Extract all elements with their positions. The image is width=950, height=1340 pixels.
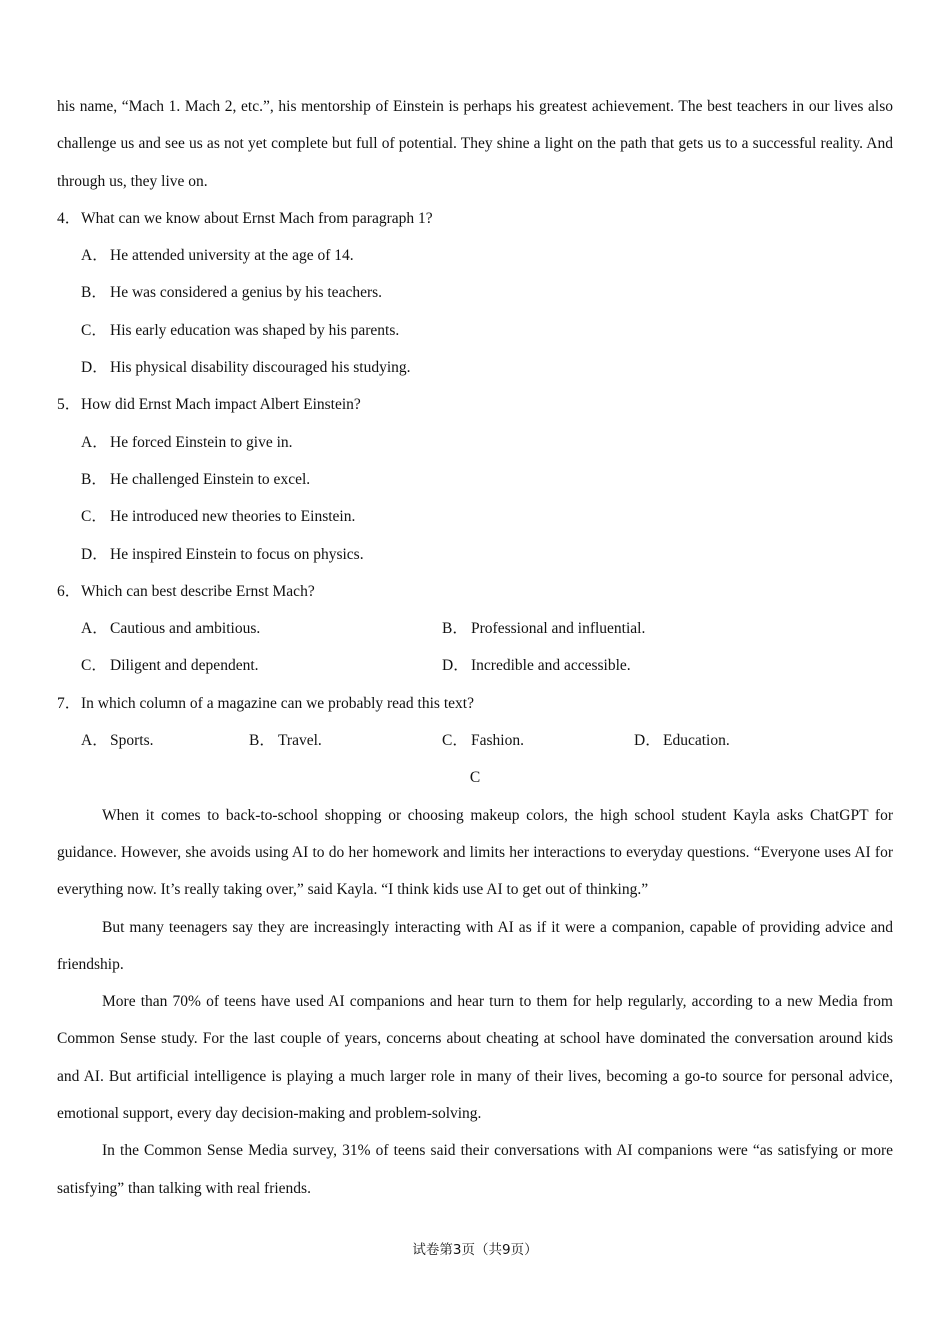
question-number: 6． (57, 582, 81, 600)
question-text: Which can best describe Ernst Mach? (81, 582, 315, 600)
option-d[interactable] (57, 349, 893, 386)
section-c (57, 759, 893, 1207)
option-text: Sports. (110, 732, 154, 750)
section-c-title: C (469, 769, 481, 787)
option-letter: D． (442, 657, 469, 675)
question-number: 5． (57, 396, 81, 414)
option-b[interactable] (57, 461, 893, 498)
option-text: Incredible and accessible. (471, 657, 631, 675)
option-text: He inspired Einstein to focus on physics. (110, 545, 364, 563)
option-text: Education. (663, 732, 730, 750)
question-6 (57, 573, 893, 685)
question-number: 7． (57, 694, 81, 712)
option-d[interactable] (634, 722, 730, 759)
option-text: He forced Einstein to give in. (110, 433, 293, 451)
option-letter: C． (81, 508, 107, 526)
option-letter: A． (81, 620, 108, 638)
option-letter: C． (442, 732, 468, 750)
option-a[interactable] (81, 722, 154, 759)
option-text: Diligent and dependent. (110, 657, 259, 675)
question-7-stem (57, 685, 893, 722)
option-letter: B． (442, 620, 468, 638)
option-c[interactable] (442, 722, 524, 759)
question-text: How did Ernst Mach impact Albert Einstein? (81, 396, 361, 414)
option-letter: A． (81, 433, 108, 451)
question-number: 4． (57, 209, 81, 227)
question-6-stem (57, 573, 893, 610)
option-letter: B． (81, 284, 107, 302)
option-text: He challenged Einstein to excel. (110, 470, 311, 488)
section-c-paragraph-1: When it comes to back-to-school shopping or choosing makeup colors, the high school student Kayla asks ChatGPT for guidance. However, she avoids using AI to do her homework and limits her interactions to everyday questions. “Everyone uses AI for everything now. It’s really taking over,” said Kayla. “I think kids use AI to get out of thinking.” (57, 806, 893, 899)
exam-page (57, 88, 893, 1207)
question-4-options (57, 237, 893, 386)
option-text: His physical disability discouraged his studying. (110, 359, 411, 377)
question-4 (57, 200, 893, 386)
option-d[interactable] (57, 536, 893, 573)
option-text: Cautious and ambitious. (110, 620, 261, 638)
option-text: Professional and influential. (471, 620, 646, 638)
question-5-stem (57, 386, 893, 423)
question-7 (57, 685, 893, 760)
option-letter: D． (81, 359, 108, 377)
option-letter: A． (81, 247, 108, 265)
page-footer: 试卷第3页（共9页） (412, 1242, 538, 1258)
question-text: In which column of a magazine can we probably read this text? (81, 694, 474, 712)
question-text: What can we know about Ernst Mach from paragraph 1? (81, 209, 433, 227)
question-6-options-row-2 (57, 647, 893, 684)
question-4-stem (57, 200, 893, 237)
option-text: He was considered a genius by his teachers. (110, 284, 383, 302)
option-text: He introduced new theories to Einstein. (110, 508, 356, 526)
section-c-paragraph-3: More than 70% of teens have used AI companions and hear turn to them for help regularly, according to a new Media from Common Sense study. For the last couple of years, concerns about cheating at school have dominated the conversation around kids and AI. But artificial intelligence is playing a much larger role in many of their lives, becoming a go-to source for personal advice, emotional support, every day decision-making and problem-solving. (57, 993, 893, 1123)
option-letter: D． (634, 732, 661, 750)
section-c-paragraph-2: But many teenagers say they are increasingly interacting with AI as if it were a companion, capable of providing advice and friendship. (57, 918, 893, 973)
option-c[interactable] (57, 498, 893, 535)
option-c[interactable] (57, 312, 893, 349)
question-6-options-row-1 (57, 610, 893, 647)
option-d[interactable] (442, 647, 631, 684)
option-letter: C． (81, 321, 107, 339)
option-text: Fashion. (471, 732, 524, 750)
option-c[interactable] (81, 647, 259, 684)
section-c-paragraph-4: In the Common Sense Media survey, 31% of teens said their conversations with AI companions were “as satisfying or more satisfying” than talking with real friends. (57, 1142, 893, 1197)
option-letter: B． (249, 732, 275, 750)
option-b[interactable] (442, 610, 645, 647)
option-letter: B． (81, 470, 107, 488)
option-letter: A． (81, 732, 108, 750)
option-text: He attended university at the age of 14. (110, 247, 354, 265)
passage-b-closing-paragraph: his name, “Mach 1. Mach 2, etc.”, his mentorship of Einstein is perhaps his greatest achievement. The best teachers in our lives also challenge us and see us as not yet complete but full of potential. They shine a light on the path that gets us to a successful reality. And through us, they live on. (57, 98, 893, 190)
option-a[interactable] (81, 610, 260, 647)
option-text: His early education was shaped by his parents. (110, 321, 400, 339)
option-letter: C． (81, 657, 107, 675)
option-text: Travel. (278, 732, 322, 750)
option-b[interactable] (249, 722, 322, 759)
option-letter: D． (81, 545, 108, 563)
option-b[interactable] (57, 274, 893, 311)
option-a[interactable] (57, 424, 893, 461)
question-5 (57, 386, 893, 572)
question-5-options (57, 424, 893, 573)
option-a[interactable] (57, 237, 893, 274)
question-7-options-row (57, 722, 893, 759)
